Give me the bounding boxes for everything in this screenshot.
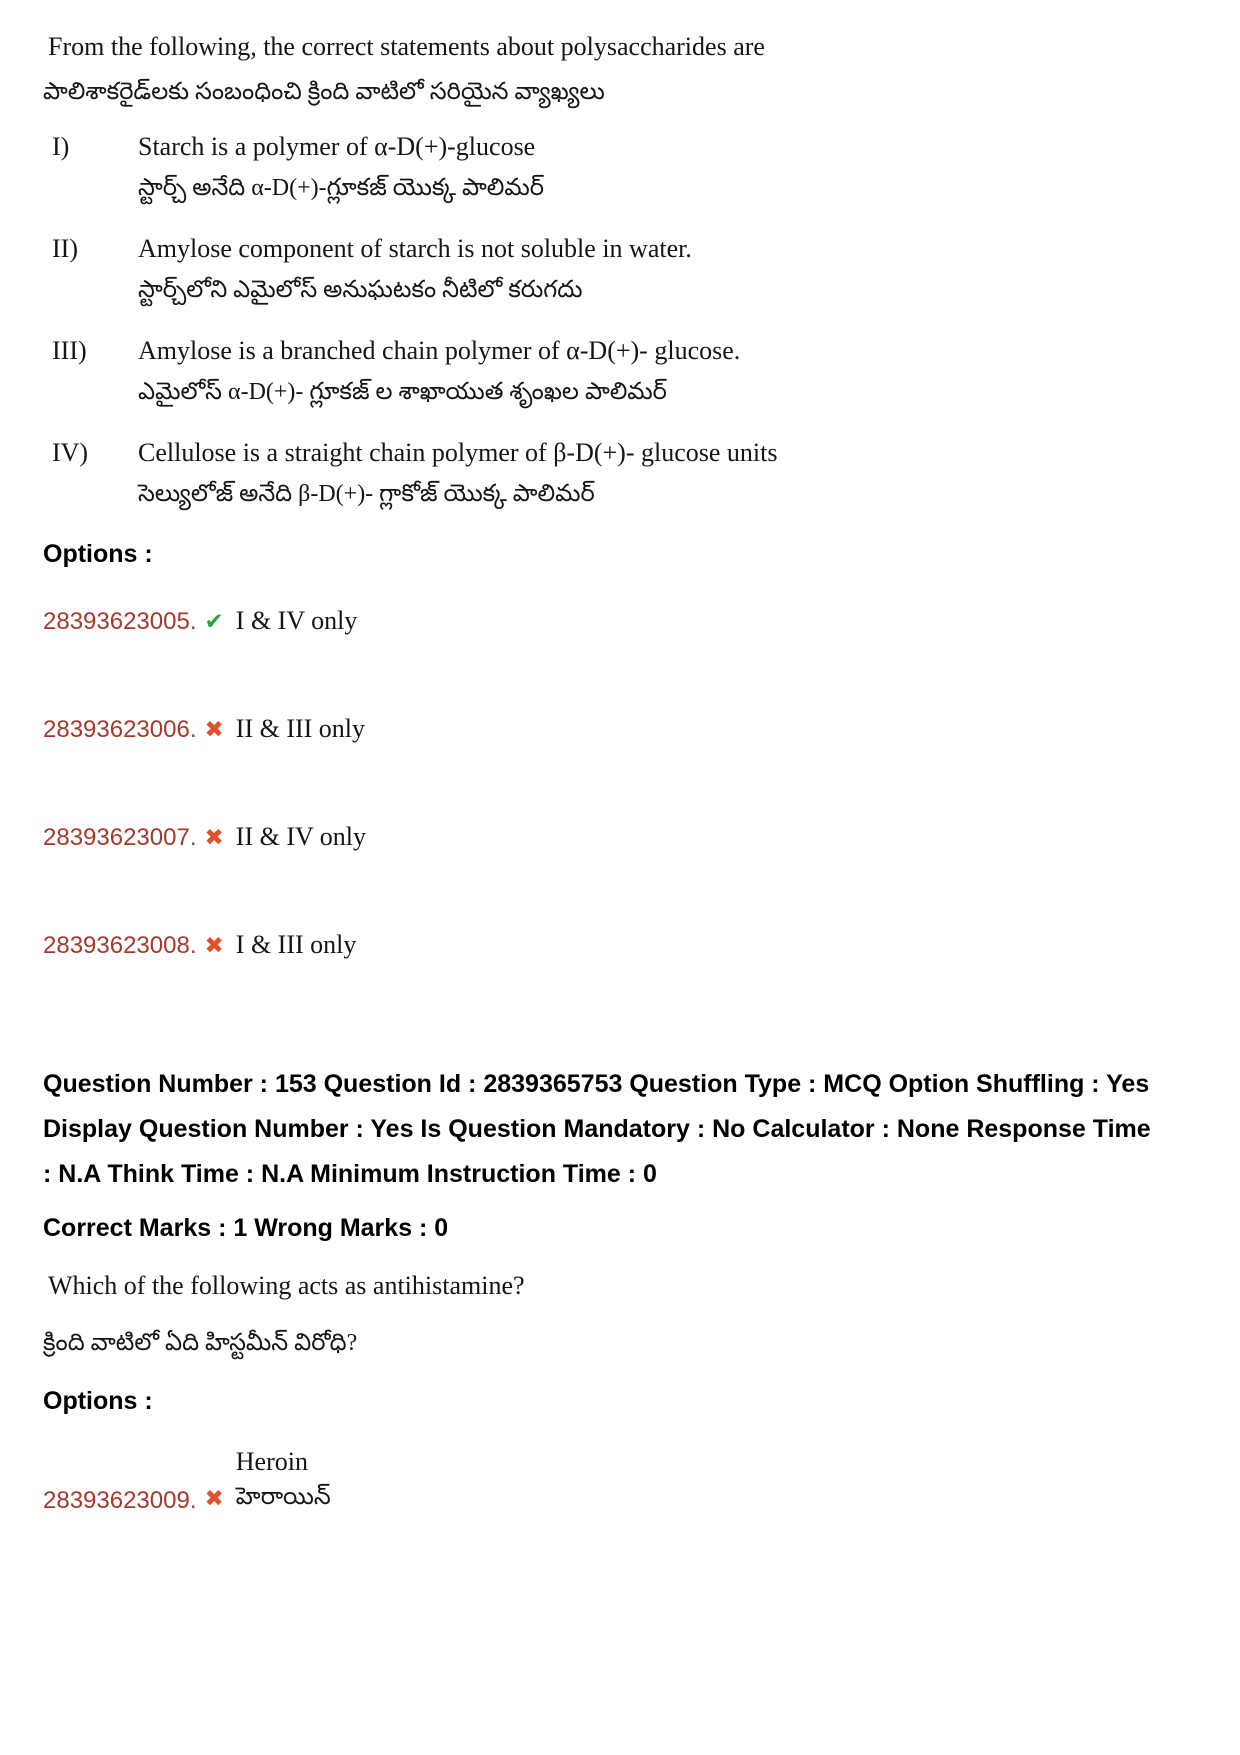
statement-numeral: I)	[52, 132, 70, 161]
statement-text-english: Amylose is a branched chain polymer of α-D(+)- glucose.	[138, 336, 741, 365]
options-heading: Options :	[43, 540, 153, 568]
statement-text-telugu: సెల్యులోజ్ అనేది β-D(+)- గ్లాకోజ్ యొక్క పాలిమర్	[138, 481, 595, 507]
answer-option-wrong	[43, 1445, 1198, 1515]
statement-body	[138, 232, 692, 306]
question-polysaccharides	[43, 30, 1198, 962]
option-label: II & III only	[235, 714, 366, 743]
option-id: 28393623006.	[43, 716, 197, 743]
metadata-line-1: Question Number : 153 Question Id : 2839365753 Question Type : MCQ Option Shuffling : Yes	[43, 1070, 1150, 1098]
metadata-line-3: : N.A Think Time : N.A Minimum Instruction Time : 0	[43, 1160, 657, 1188]
statement-2	[43, 232, 1198, 306]
statement-body	[138, 334, 740, 408]
marks-info: Correct Marks : 1 Wrong Marks : 0	[43, 1214, 449, 1242]
statement-4	[43, 436, 1198, 510]
options-list	[43, 604, 1198, 962]
option-label: I & IV only	[235, 606, 358, 635]
question-prompt-telugu: క్రింది వాటిలో ఏది హిస్టమీన్ విరోధి?	[43, 1330, 358, 1356]
statement-numeral: III)	[52, 336, 87, 365]
option-label: I & III only	[235, 930, 357, 959]
answer-option-wrong	[43, 820, 1198, 854]
question-prompt-english: Which of the following acts as antihistamine?	[48, 1271, 525, 1300]
statement-text-english: Amylose component of starch is not soluble in water.	[138, 234, 692, 263]
question-prompt-english: From the following, the correct statements about polysaccharides are	[48, 32, 765, 61]
statement-numeral: IV)	[52, 438, 89, 467]
option-id: 28393623009.	[43, 1487, 197, 1514]
check-icon: ✔	[204, 609, 224, 635]
cross-icon: ✖	[204, 825, 224, 851]
answer-option-correct	[43, 604, 1198, 638]
answer-option-wrong	[43, 928, 1198, 962]
statement-body	[138, 130, 544, 204]
statement-text-english: Starch is a polymer of α-D(+)-glucose	[138, 132, 536, 161]
statement-text-telugu: స్టార్చ్ అనేది α-D(+)-గ్లూకజ్ యొక్క పాలిమర్	[138, 175, 544, 201]
question-metadata	[43, 1062, 1198, 1245]
statement-list	[43, 130, 1198, 510]
statement-text-telugu: ఎమైలోస్ α-D(+)- గ్లూకజ్ ల శాఖాయుత శృంఖల పాలిమర్	[138, 379, 667, 405]
metadata-line-2: Display Question Number : Yes Is Question Mandatory : No Calculator : None Response Time	[43, 1115, 1151, 1143]
cross-icon: ✖	[204, 1486, 224, 1512]
question-prompt-telugu: పాలిశాకరైడ్‌లకు సంబంధించి క్రింది వాటిలో సరియైన వ్యాఖ్యలు	[43, 79, 605, 105]
option-id: 28393623008.	[43, 932, 197, 959]
options-heading: Options :	[43, 1387, 153, 1415]
statement-1	[43, 130, 1198, 204]
statement-3	[43, 334, 1198, 408]
option-id: 28393623007.	[43, 824, 197, 851]
answer-option-wrong	[43, 712, 1198, 746]
question-antihistamine	[43, 1269, 1198, 1515]
option-label-english: Heroin	[235, 1447, 308, 1476]
cross-icon: ✖	[204, 933, 224, 959]
option-label-telugu: హెరాయిన్	[235, 1484, 331, 1510]
option-label: II & IV only	[235, 822, 367, 851]
statement-numeral: II)	[52, 234, 78, 263]
option-label	[236, 1445, 331, 1515]
statement-body	[138, 436, 777, 510]
statement-text-telugu: స్టార్చ్‌లోని ఎమైలోస్ అనుఘటకం నీటిలో కరుగదు	[138, 277, 583, 303]
option-id: 28393623005.	[43, 608, 197, 635]
cross-icon: ✖	[204, 717, 224, 743]
statement-text-english: Cellulose is a straight chain polymer of β-D(+)- glucose units	[138, 438, 778, 467]
